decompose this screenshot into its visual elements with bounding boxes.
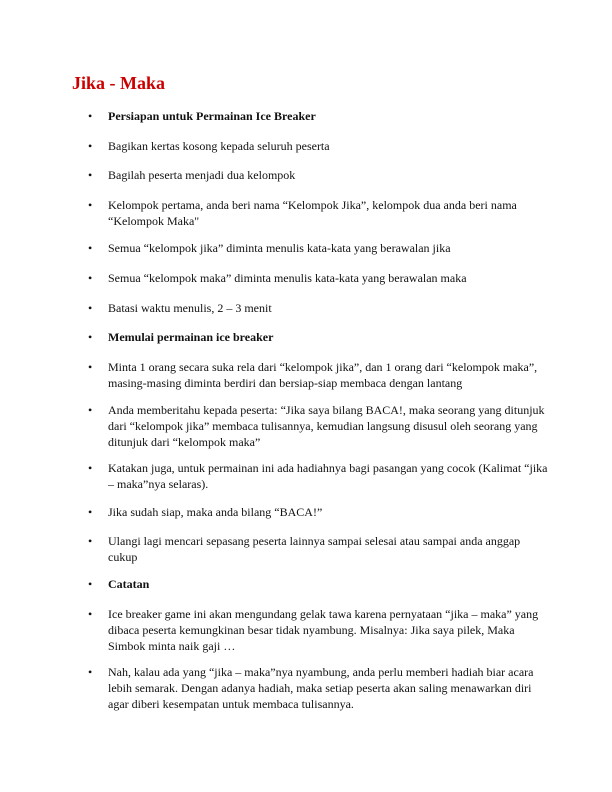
bullet-icon: • [88,198,93,212]
list-item-text: Katakan juga, untuk permainan ini ada hadiahnya bagi pasangan yang cocok (Kalimat “jika – maka”nya selaras). [108,461,548,491]
document-title: Jika - Maka [72,73,166,93]
list-item-text: Memulai permainan ice breaker [108,330,274,344]
list-item-text: Catatan [108,577,150,591]
bullet-icon: • [88,505,93,519]
list-item-text: Semua “kelompok maka” diminta menulis kata-kata yang berawalan maka [108,271,467,285]
bullet-icon: • [88,241,93,255]
list-item-text: Bagikan kertas kosong kepada seluruh peserta [108,139,330,153]
bullet-icon: • [88,665,93,679]
bullet-icon: • [88,461,93,475]
list-item-text: Minta 1 orang secara suka rela dari “kelompok jika”, dan 1 orang dari “kelompok maka”, masing-masing diminta berdiri dan bersiap-siap membaca dengan lantang [108,360,538,390]
list-item-text: Bagilah peserta menjadi dua kelompok [108,168,296,182]
bullet-icon: • [88,271,93,285]
list-item-text: Anda memberitahu kepada peserta: “Jika saya bilang BACA!, maka seorang yang ditunjuk dari “kelompok jika” membaca tulisannya, kemudian langsung disusul oleh seorang yang ditunjuk dari “kelompok maka” [108,403,545,449]
list-item-text: Ulangi lagi mencari sepasang peserta lainnya sampai selesai atau sampai anda anggap cukup [108,534,521,564]
list-item-text: Ice breaker game ini akan mengundang gelak tawa karena pernyataan “jika – maka” yang dibaca peserta kemungkinan besar tidak nyambung. Misalnya: Jika saya pilek, Maka Simbok minta naik gaji … [108,607,539,653]
bullet-icon: • [88,301,93,315]
bullet-icon: • [88,403,93,417]
bullet-icon: • [88,168,93,182]
list-item-text: Jika sudah siap, maka anda bilang “BACA!” [108,505,323,519]
list-item-text: Nah, kalau ada yang “jika – maka”nya nyambung, anda perlu memberi hadiah biar acara lebih semarak. Dengan adanya hadiah, maka setiap peserta akan saling menawarkan diri agar diberi kesempatan untuk membaca tulisannya. [108,665,534,711]
bullet-icon: • [88,577,93,591]
bullet-icon: • [88,360,93,374]
bullet-icon: • [88,607,93,621]
bullet-icon: • [88,139,93,153]
list-item-text: Persiapan untuk Permainan Ice Breaker [108,109,316,123]
bullet-icon: • [88,534,93,548]
bullet-icon: • [88,330,93,344]
list-item-text: Semua “kelompok jika” diminta menulis kata-kata yang berawalan jika [108,241,451,255]
list-item-text: Kelompok pertama, anda beri nama “Kelompok Jika”, kelompok dua anda beri nama “Kelompok Maka" [108,198,517,228]
list-item-text: Batasi waktu menulis, 2 – 3 menit [108,301,272,315]
bullet-icon: • [88,109,93,123]
